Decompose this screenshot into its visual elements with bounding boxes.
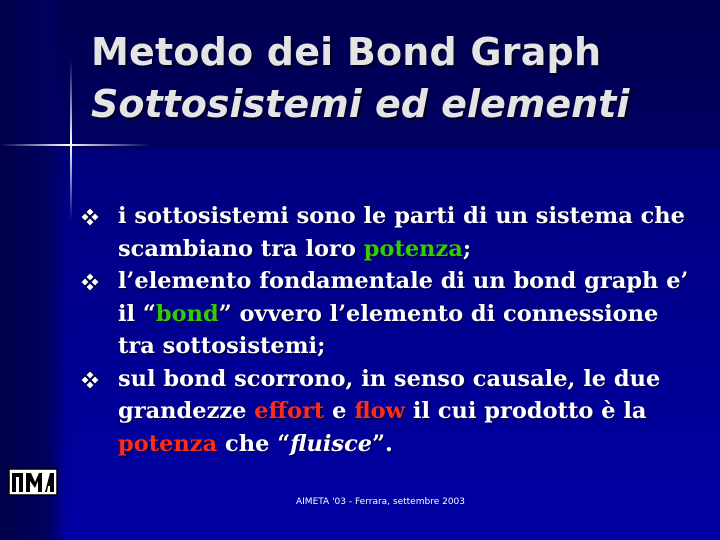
diamond-bullet-icon [80,207,100,227]
highlight-term: potenza [118,430,218,457]
highlight-term: bond [155,300,219,327]
bullet-text: ”. [372,430,393,457]
left-margin-band [0,0,68,540]
bullet-item-2 [80,265,690,363]
bullet-text: sul bond scorrono, in senso causale, le due grandezze [118,365,661,424]
highlight-term: flow [354,398,406,424]
bullet-item-1 [80,200,690,265]
decorative-crosshair-horizontal [0,144,150,146]
bullet-item-3 [80,363,690,461]
decorative-crosshair-vertical [70,60,72,220]
bullet-text: l’elemento fondamentale di un bond graph e’ il “ [118,268,689,327]
bullet-text: i sottosistemi sono le parti di un sistema che scambiano tra loro [118,203,685,262]
bullet-text: il cui prodotto è la [405,398,647,424]
emphasis-term: fluisce [290,430,373,457]
bullet-text: che “ [217,430,291,457]
highlight-term: effort [254,398,325,424]
slide-title: Metodo dei Bond Graph [91,30,602,74]
highlight-term: potenza [363,235,463,262]
slide-subtitle: Sottosistemi ed elementi [91,82,630,126]
diamond-bullet-icon [80,272,100,292]
aimeta-logo-icon [8,468,58,496]
slide-footer: AIMETA '03 - Ferrara, settembre 2003 [296,497,465,507]
bullet-text: ; [462,235,472,262]
bullet-list [80,200,690,460]
title-background [0,0,720,150]
bullet-text: e [324,398,355,424]
bullet-text: ” ovvero l’elemento di connessione tra sottosistemi; [118,300,659,359]
diamond-bullet-icon [80,370,100,390]
